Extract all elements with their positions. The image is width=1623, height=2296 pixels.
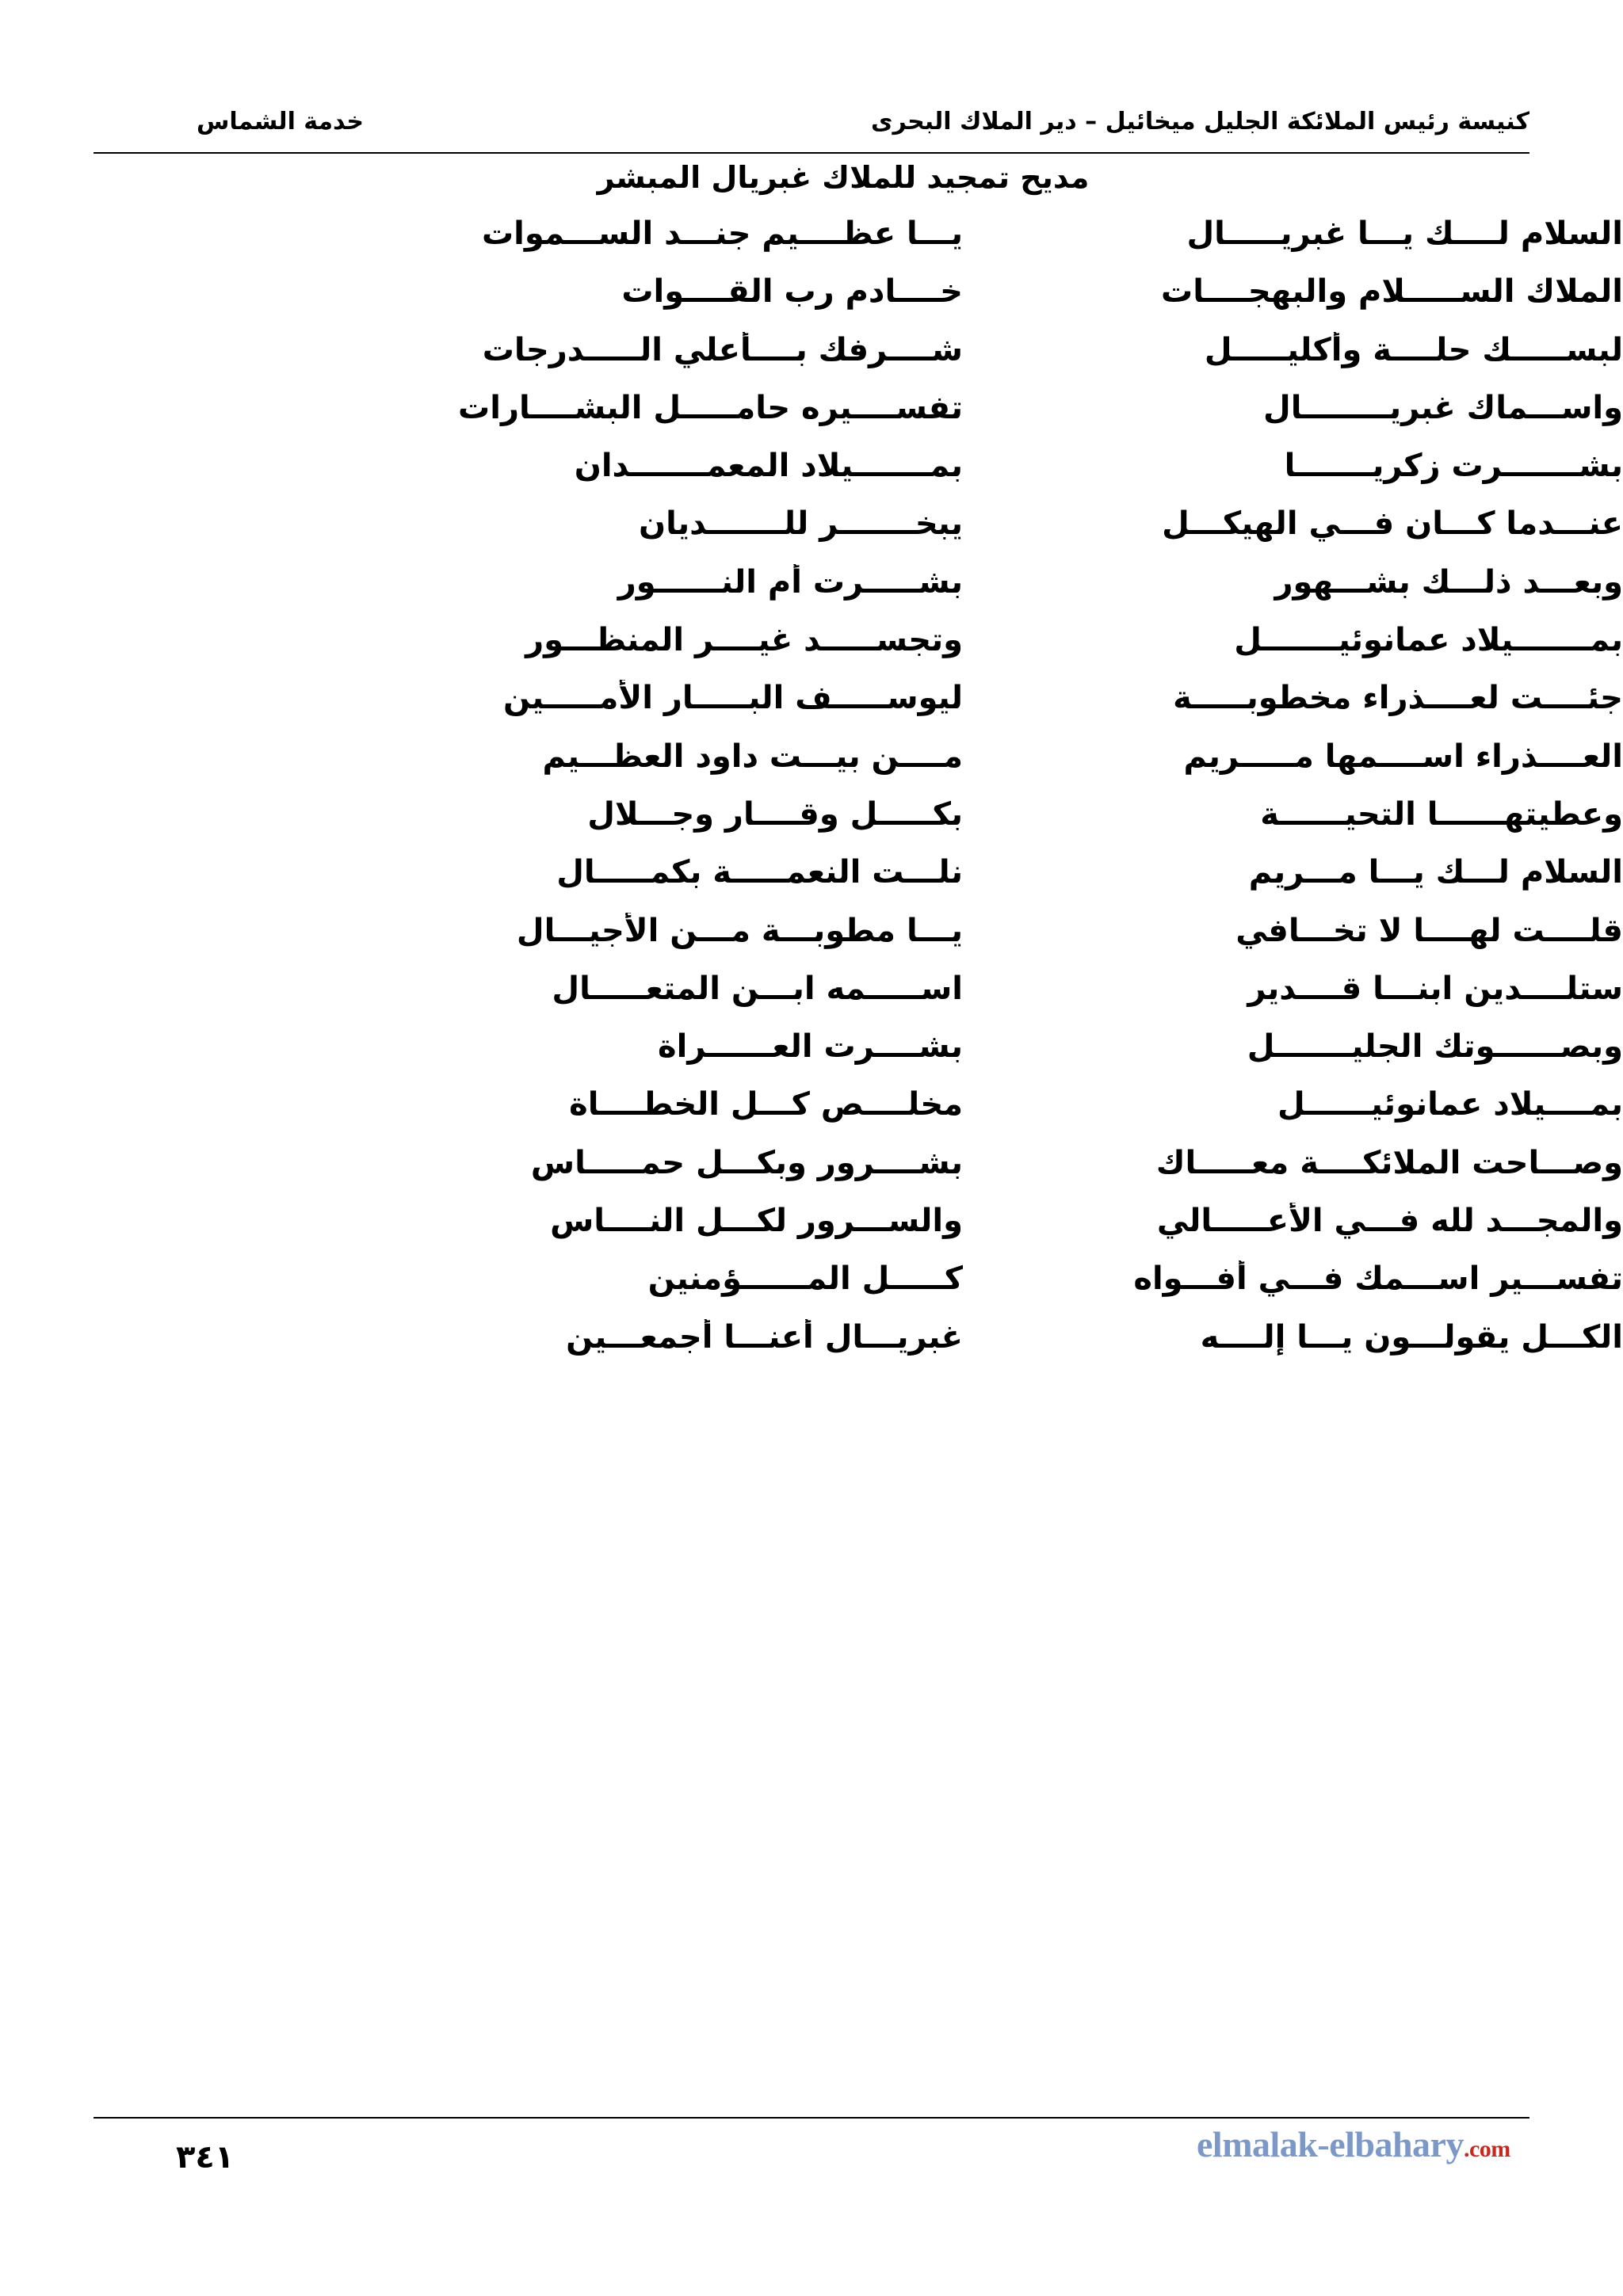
page-number: ٣٤١	[176, 2139, 235, 2176]
verse-second-half: وتجســـــد غيــــر المنظـــور	[525, 622, 963, 659]
verse-first-half: وصـــاحت الملائكــــة معـــــاك	[1155, 1144, 1623, 1181]
verse-first-half: لبســـــك حلــــة وأكليـــــل	[1204, 331, 1623, 368]
verse-second-half: كـــــل المــــــؤمنين	[647, 1261, 963, 1298]
verse-row	[0, 448, 1623, 505]
header-church-name: كنيسة رئيس الملائكة الجليل ميخائيل – دير الملاك البحرى	[870, 108, 1529, 135]
verse-row	[0, 913, 1623, 971]
verse-first-half: جئــــت لعــــذراء مخطوبـــــة	[1173, 680, 1623, 717]
page-title: مديح تمجيد للملاك غبريال المبشر	[597, 160, 1090, 195]
verse-second-half: غبريـــال أعنـــا أجمعـــين	[566, 1318, 963, 1356]
verse-row	[0, 1203, 1623, 1261]
verse-second-half: مــــن بيـــت داود العظـــيم	[542, 738, 963, 775]
verse-row	[0, 680, 1623, 738]
verse-first-half: والمجـــد لله فـــي الأعـــــالي	[1156, 1203, 1623, 1240]
header-service-name: خدمة الشماس	[197, 108, 365, 135]
verse-row	[0, 505, 1623, 563]
verse-second-half: مخلــــص كـــل الخطــــاة	[569, 1086, 963, 1123]
verse-first-half: عنـــدما كـــان فـــي الهيكـــل	[1162, 505, 1623, 543]
verse-first-half: الكـــل يقولـــون يـــا إلــــه	[1200, 1318, 1623, 1356]
verse-first-half: وعطيتهــــــا التحيــــــة	[1260, 795, 1623, 833]
verse-first-half: العــــذراء اســــمها مـــــريم	[1183, 738, 1623, 775]
verse-second-half: يبخـــــــر للـــــــديان	[638, 505, 963, 543]
verse-second-half: نلـــت النعمـــــة بكمـــــال	[556, 854, 963, 891]
verse-row	[0, 1028, 1623, 1086]
verse-first-half: السلام لــــك يـــا غبريـــــال	[1186, 215, 1623, 252]
verse-row	[0, 1261, 1623, 1318]
verse-second-half: بمـــــــيلاد المعمـــــــدان	[574, 448, 963, 485]
verse-first-half: الملاك الســـــلام والبهجــــات	[1161, 273, 1623, 311]
verse-list	[0, 215, 1623, 1377]
verse-first-half: السلام لـــك يـــا مـــريم	[1248, 854, 1623, 891]
verse-second-half: بشـــــرت أم النــــــور	[617, 563, 963, 601]
verse-first-half: ستلــــدين ابنـــا قــــدير	[1247, 970, 1623, 1007]
verse-second-half: ليوســـــف البـــــار الأمـــــين	[502, 680, 963, 717]
verse-second-half: بكـــــل وقــــار وجـــلال	[587, 795, 963, 833]
verse-first-half: واســـماك غبريــــــــال	[1262, 389, 1623, 426]
verse-row	[0, 854, 1623, 912]
verse-second-half: تفســــيره حامـــــل البشــــارات	[458, 389, 963, 426]
verse-first-half: تفســـير اســـمك فـــي أفـــواه	[1133, 1261, 1623, 1298]
verse-row	[0, 332, 1623, 390]
verse-row	[0, 1319, 1623, 1377]
verse-first-half: بمـــــــيلاد عمانوئيـــــــل	[1234, 622, 1623, 659]
verse-row	[0, 622, 1623, 680]
verse-second-half: اســـــمه ابـــن المتعـــــال	[552, 970, 963, 1007]
verse-second-half: خــــادم رب القــــوات	[621, 273, 963, 311]
verse-row	[0, 273, 1623, 331]
header-divider	[94, 152, 1529, 154]
verse-row	[0, 796, 1623, 854]
watermark-text: elmalak-elbahary	[1197, 2124, 1464, 2164]
verse-row	[0, 1086, 1623, 1144]
watermark-suffix: .com	[1463, 2136, 1510, 2162]
verse-first-half: بمــــيلاد عمانوئيــــــل	[1277, 1086, 1623, 1123]
verse-row	[0, 1145, 1623, 1203]
verse-first-half: بشـــــــرت زكريـــــــا	[1284, 448, 1623, 485]
footer-divider	[94, 2117, 1529, 2119]
verse-first-half: وبصــــــوتك الجليـــــــل	[1247, 1028, 1623, 1066]
verse-row	[0, 564, 1623, 622]
verse-second-half: والســـرور لكـــل النــــاس	[550, 1203, 963, 1240]
verse-second-half: يـــا عظــــيم جنـــد الســـموات	[481, 215, 963, 252]
verse-second-half: يـــا مطوبـــة مـــن الأجيـــال	[516, 912, 963, 949]
verse-row	[0, 738, 1623, 796]
verse-second-half: بشــــرت العــــــراة	[658, 1028, 963, 1066]
verse-first-half: قلــــت لهــــا لا تخـــافي	[1235, 912, 1623, 949]
verse-second-half: بشــــرور وبكـــل حمـــــاس	[530, 1144, 963, 1181]
site-watermark	[1197, 2123, 1510, 2165]
verse-first-half: وبعـــد ذلـــك بشـــهور	[1274, 563, 1623, 601]
verse-second-half: شــــرفك بــــأعلي الـــــدرجات	[482, 331, 963, 368]
verse-row	[0, 390, 1623, 448]
verse-row	[0, 971, 1623, 1028]
verse-row	[0, 215, 1623, 273]
